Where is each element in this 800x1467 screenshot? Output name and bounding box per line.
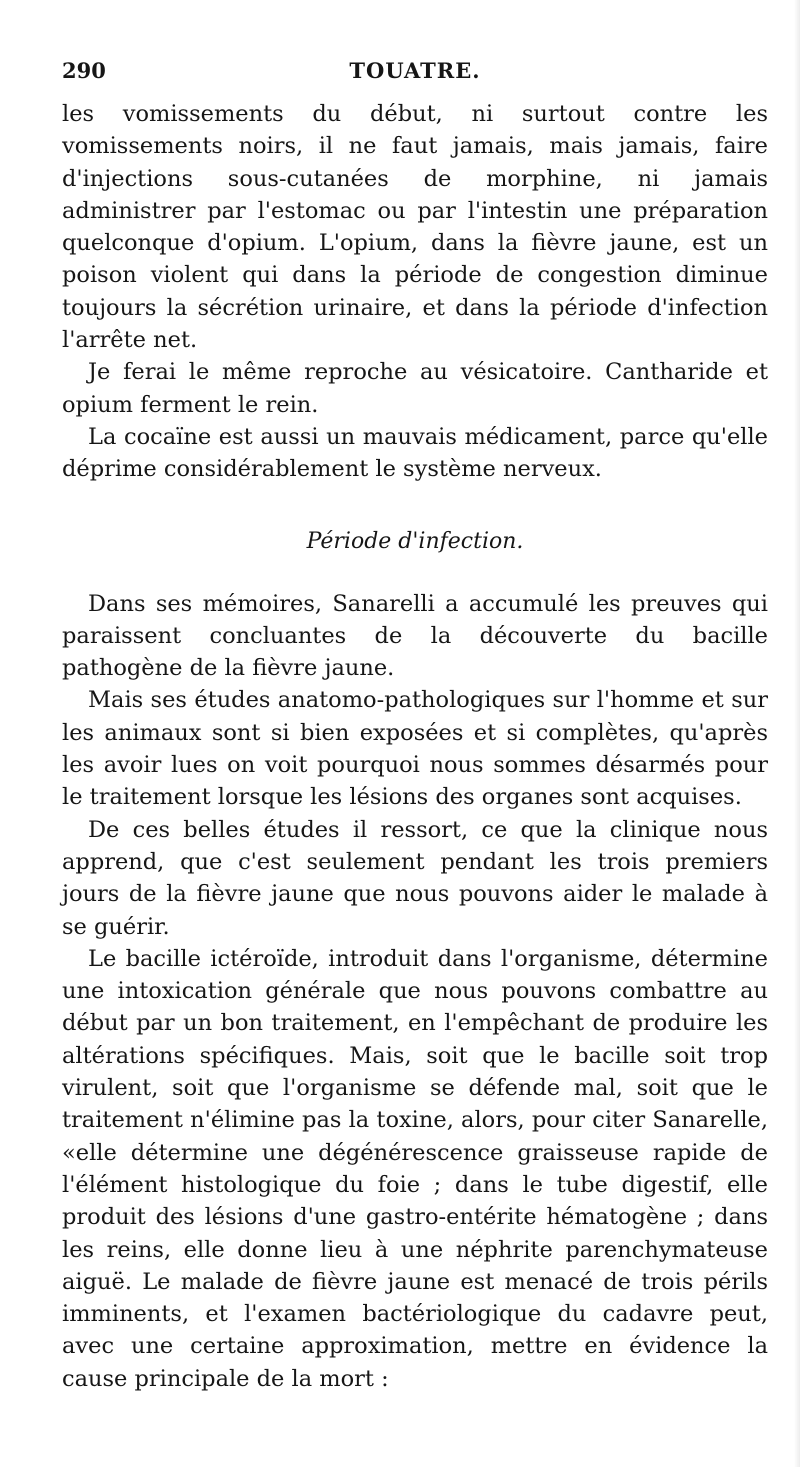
book-page	[62, 58, 768, 1395]
page-number: 290	[62, 58, 106, 83]
paragraph: De ces belles études il ressort, ce que la clinique nous apprend, que c'est seulement pendant les trois premiers jours de la fièvre jaune que nous pouvons aider le malade à se guérir.	[62, 816, 768, 940]
paragraph: les vomissements du début, ni surtout contre les vomissements noirs, il ne faut jamais, mais jamais, faire d'injections sous-cutanées de morphine, ni jamais administrer par l'estomac ou par l'intestin une préparation quelconque d'opium. L'opium, dans la fièvre jaune, est un poison violent qui dans la période de congestion diminue toujours la sécrétion urinaire, et dans la période d'infection l'arrête net.	[62, 101, 768, 354]
page-edge	[794, 0, 800, 1467]
running-head	[62, 58, 768, 98]
paragraph: La cocaïne est aussi un mauvais médicament, parce qu'elle déprime considérablement le système nerveux.	[62, 423, 768, 483]
paragraph: Le bacille ictéroïde, introduit dans l'organisme, détermine une intoxication générale que nous pouvons combattre au début par un bon traitement, en l'empêchant de produire les altérations spécifiques. Mais, soit que le bacille soit trop virulent, soit que l'organisme se défende mal, soit que le traitement n'élimine pas la toxine, alors, pour citer Sanarelle, «elle détermine une dégénérescence graisseuse rapide de l'élément histologique du foie ; dans le tube digestif, elle produit des lésions d'une gastro-entérite hématogène ; dans les reins, elle donne lieu à une néphrite parenchymateuse aiguë. Le malade de fièvre jaune est menacé de trois périls imminents, et l'examen bactériologique du cadavre peut, avec une certaine approximation, mettre en évidence la cause principale de la mort :	[62, 945, 768, 1392]
paragraph: Je ferai le même reproche au vésicatoire. Cantharide et opium ferment le rein.	[62, 359, 768, 418]
paragraph: Dans ses mémoires, Sanarelli a accumulé les preuves qui paraissent concluantes de la découverte du bacille pathogène de la fièvre jaune.	[62, 590, 768, 682]
body-text	[62, 98, 768, 1395]
running-title: TOUATRE.	[349, 58, 481, 83]
section-title: Période d'infection.	[306, 528, 524, 554]
paragraph: Mais ses études anatomo-pathologiques sur l'homme et sur les animaux sont si bien exposées et si complètes, qu'après les avoir lues on voit pourquoi nous sommes désarmés pour le traitement lorsque les lésions des organes sont acquises.	[62, 687, 768, 811]
